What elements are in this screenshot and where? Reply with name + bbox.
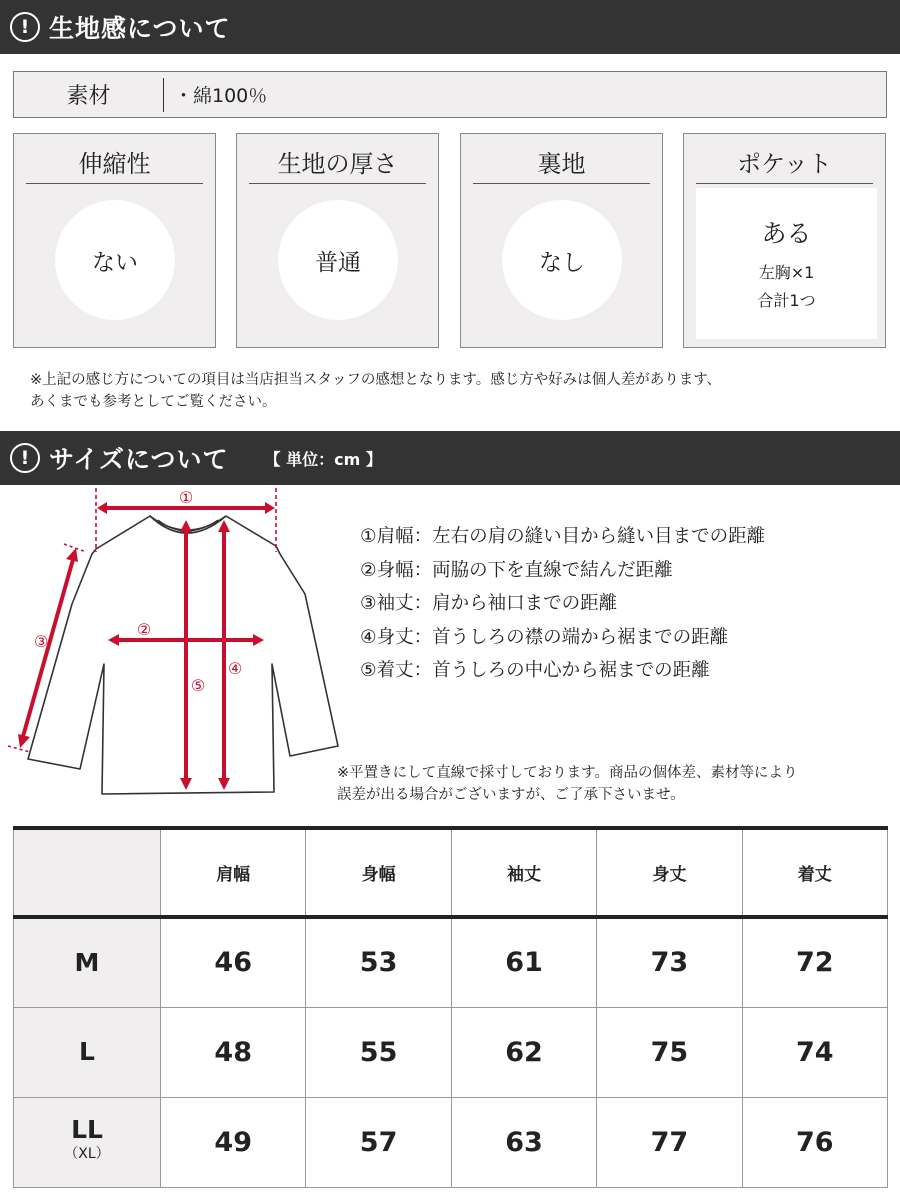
table-cell: 57 [306,1097,451,1187]
table-cell: 53 [306,917,451,1007]
size-section-header [0,431,900,485]
feel-note [30,369,721,413]
table-cell: 75 [597,1007,742,1097]
size-section-title: サイズについて [49,445,229,474]
measure-note [337,762,798,806]
body-length-marker: ④ [227,659,243,678]
size-label: LL [71,1115,103,1144]
stretch-value: ない [55,200,175,320]
stretch-box [13,133,216,348]
table-cell: 77 [597,1097,742,1187]
feel-note-line2: あくまでも参考としてご覧ください。 [30,394,277,410]
pocket-label: ポケット [696,144,873,184]
table-cell: 72 [742,917,887,1007]
size-name [14,1007,161,1097]
size-sublabel: （XL） [64,1146,110,1162]
material-value: ・綿100％ [174,85,268,107]
center-arrowhead-top [180,520,192,532]
size-unit-label: 【 単位：cm 】 [264,449,382,469]
measure-note-line2: 誤差が出る場合がございますが、ご了承下さいませ。 [337,787,685,803]
center-length-marker: ⑤ [190,676,206,695]
lining-value: なし [502,200,622,320]
pocket-value: ある [761,219,812,248]
table-cell: 74 [742,1007,887,1097]
table-row [14,917,888,1007]
pocket-box [683,133,886,348]
feel-note-line1: ※上記の感じ方についての項目は当店担当スタッフの感想となります。感じ方や好みは個人差があります、 [30,372,722,388]
lining-box [460,133,663,348]
shoulder-marker: ① [178,488,194,507]
material-row [13,71,887,118]
size-label: L [79,1037,95,1066]
lining-label: 裏地 [473,144,650,184]
measurement-descriptions [360,520,765,688]
pocket-detail-location: 左胸×1 [758,263,815,282]
table-cell: 76 [742,1097,887,1187]
desc-total-length: ⑤着丈：首うしろの中心から裾までの距離 [360,660,710,681]
desc-body-length: ④身丈：首うしろの襟の端から裾までの距離 [360,626,729,648]
header-body-length: 身丈 [597,828,742,917]
header-sleeve: 袖丈 [451,828,596,917]
table-cell: 48 [161,1007,306,1097]
shoulder-arrowhead-left [97,502,107,514]
table-cell: 61 [451,917,596,1007]
table-row [14,1007,888,1097]
pocket-detail-total: 合計1つ [757,291,816,310]
shoulder-arrowhead-right [265,502,275,514]
header-shoulder: 肩幅 [161,828,306,917]
size-table-corner [14,828,161,917]
size-name [14,917,161,1007]
table-cell: 63 [451,1097,596,1187]
table-cell: 46 [161,917,306,1007]
material-label: 素材 [66,84,111,109]
exclamation-icon: ! [10,443,40,473]
size-name [14,1097,161,1187]
table-cell: 55 [306,1007,451,1097]
desc-sleeve: ③袖丈：肩から袖口までの距離 [360,593,618,614]
table-cell: 73 [597,917,742,1007]
header-total-length: 着丈 [742,828,887,917]
size-table-header [14,828,888,917]
garment-measurement-diagram [0,484,345,800]
desc-chest: ②身幅：両脇の下を直線で結んだ距離 [360,559,673,581]
header-chest: 身幅 [306,828,451,917]
size-table [13,826,888,1188]
pocket-detail-panel [696,188,877,339]
fabric-section-header [0,0,900,54]
table-row [14,1097,888,1187]
sleeve-guide-bottom [8,746,30,752]
stretch-label: 伸縮性 [26,144,203,184]
size-label: M [74,947,100,977]
sleeve-arrowhead-bottom [18,734,30,748]
sleeve-arrowhead-top [66,548,78,562]
table-cell: 62 [451,1007,596,1097]
sleeve-marker: ③ [33,632,49,651]
exclamation-icon: ! [10,12,40,42]
fabric-section-title: 生地感について [49,14,231,43]
desc-shoulder: ①肩幅：左右の肩の縫い目から縫い目までの距離 [360,526,766,547]
chest-marker: ② [136,620,152,639]
thickness-box [236,133,439,348]
table-cell: 49 [161,1097,306,1187]
thickness-label: 生地の厚さ [249,144,426,184]
thickness-value: 普通 [278,200,398,320]
measure-note-line1: ※平置きにして直線で採寸しております。商品の個体差、素材等により [337,765,798,781]
